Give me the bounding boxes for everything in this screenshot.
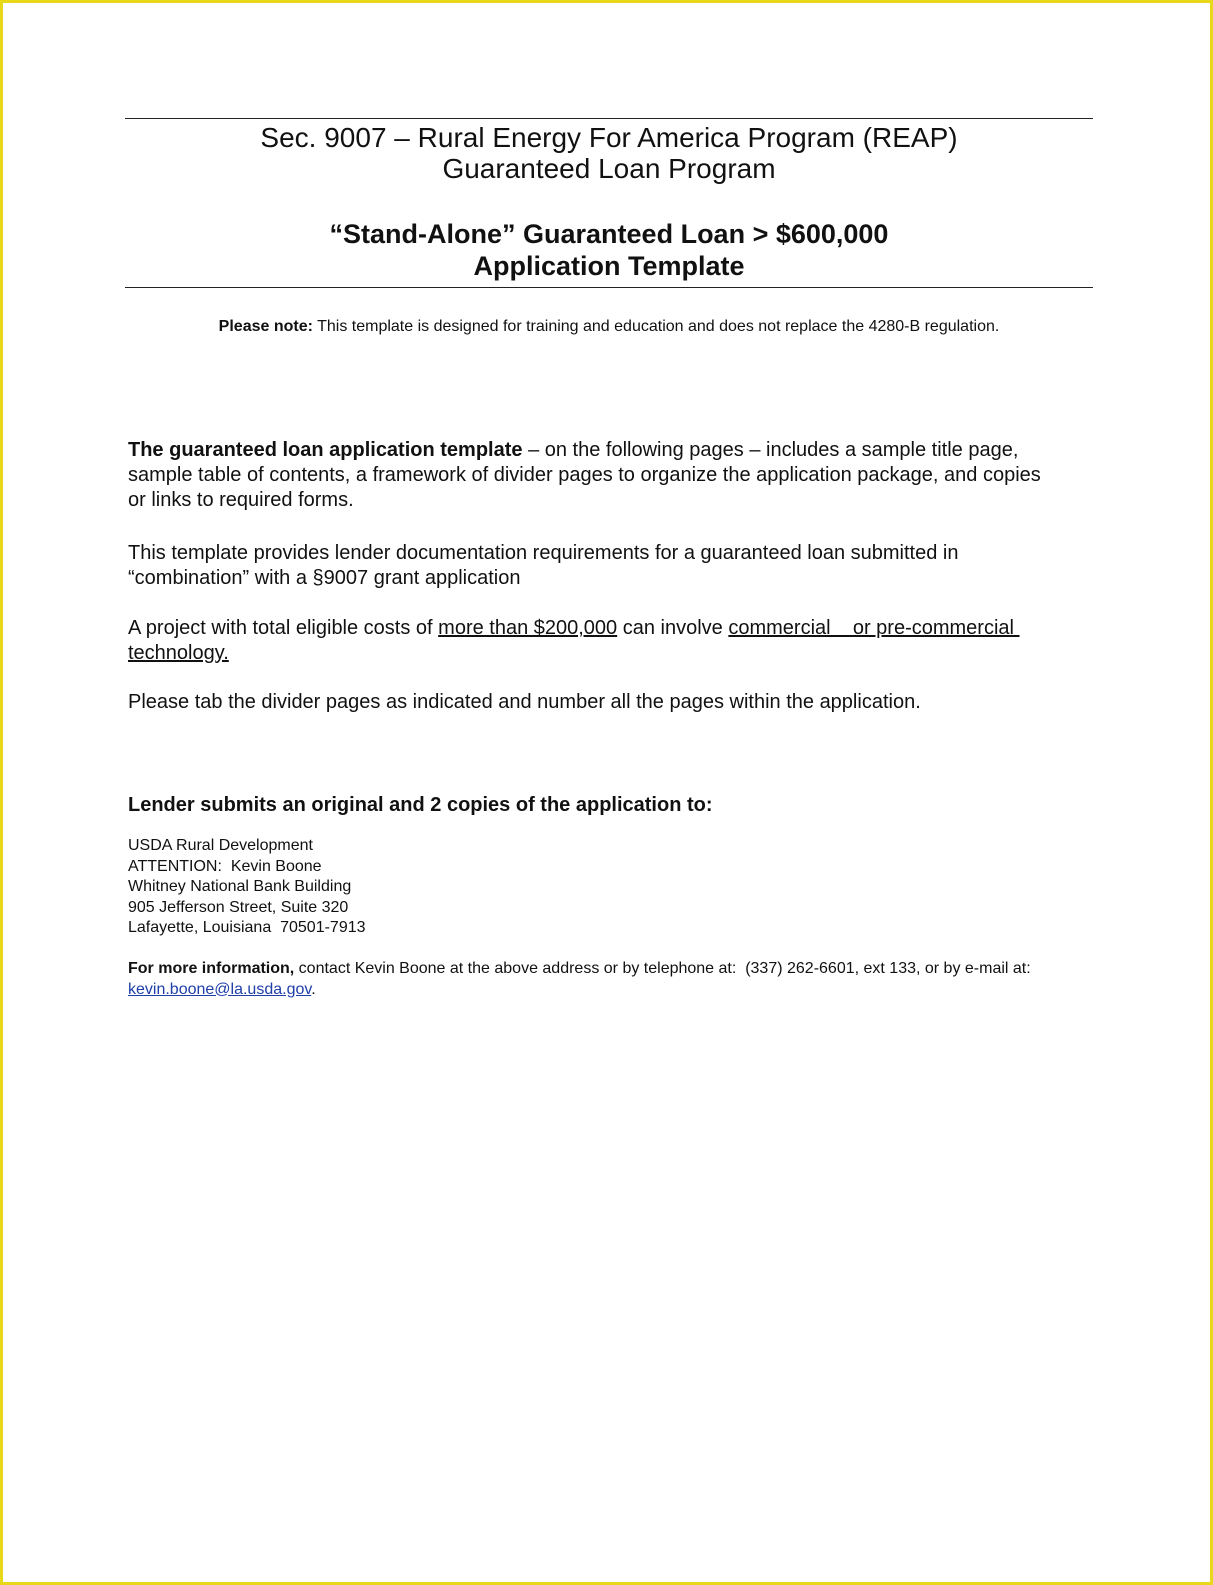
note-text: This template is designed for training and education and does not replace the 4280-B regulation. [312,318,1000,335]
page-title: Sec. 9007 – Rural Energy For America Program (REAP) [260,122,958,153]
more-info-end: . [311,980,316,998]
paragraph-eligible-costs-middle: can involve [617,617,729,639]
underlined-cost-threshold: more than $200,000 [438,617,618,639]
lender-heading: Lender submits an original and 2 copies of the application to: [128,794,713,816]
bottom-rule [125,287,1093,288]
address-line: Whitney National Bank Building [128,878,352,896]
paragraph-template-intro-text: – on the following pages – includes a sample title page, sample table of contents, a framework of divider pages to organize the application package, and copies or links to required forms. [128,439,1041,511]
paragraph-divider-tabs: Please tab the divider pages as indicated and number all the pages within the application. [128,691,921,713]
subtitle: “Stand-Alone” Guaranteed Loan > $600,000 [329,219,889,249]
address-line: ATTENTION: Kevin Boone [128,857,322,875]
page-title-line2: Guaranteed Loan Program [442,153,776,184]
address-line: Lafayette, Louisiana 70501-7913 [128,919,366,937]
address-line: USDA Rural Development [128,837,313,854]
subtitle-line2: Application Template [473,251,745,281]
paragraph-documentation: This template provides lender documentation requirements for a guaranteed loan submitted in “combination” with a §9007 grant application [128,542,959,589]
paragraph-eligible-costs-prefix: A project with total eligible costs of [128,617,439,639]
more-info-text: contact Kevin Boone at the above address or by telephone at: (337) 262-6601, ext 133, or by e-mail at: [294,960,1040,977]
address-line: 905 Jefferson Street, Suite 320 [128,898,349,916]
email-link[interactable]: kevin.boone@la.usda.gov [128,980,312,998]
please-note [125,317,1093,337]
title-block [125,122,1093,184]
subtitle-block [125,218,1093,282]
paragraph-eligible-costs [128,616,1058,666]
paragraph-template-intro-bold: The guaranteed loan application template [128,439,523,461]
mailing-address [128,836,366,939]
more-information [128,959,1048,1000]
underlined-technology: commercial or pre-commercial technology. [128,617,1020,664]
top-rule [125,118,1093,119]
paragraph-template-intro [128,438,1058,513]
note-label: Please note: [218,318,313,335]
more-info-label: For more information, [128,960,295,977]
